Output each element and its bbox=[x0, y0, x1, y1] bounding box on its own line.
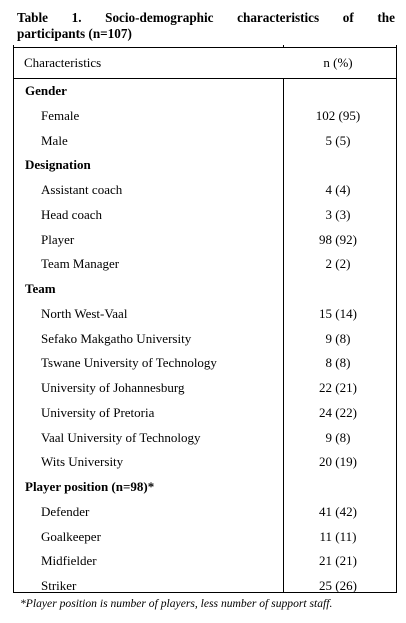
table-row bbox=[14, 302, 396, 327]
row-value: 9 (8) bbox=[325, 429, 351, 445]
table-footnote: *Player position is number of players, less number of support staff. bbox=[20, 597, 333, 610]
row-label: Player bbox=[41, 231, 75, 247]
table-row bbox=[14, 129, 396, 154]
row-label: Midfielder bbox=[41, 553, 97, 569]
row-label: University of Johannesburg bbox=[41, 380, 185, 395]
row-value: 22 (21) bbox=[319, 380, 357, 395]
row-label: North West-Vaal bbox=[41, 305, 128, 321]
table-row bbox=[14, 178, 396, 203]
header-characteristics: Characteristics bbox=[24, 55, 102, 70]
table-row bbox=[14, 549, 396, 574]
row-label: Head coach bbox=[41, 206, 102, 222]
table-row bbox=[14, 327, 396, 352]
data-table bbox=[13, 45, 397, 593]
row-value: 20 (19) bbox=[319, 454, 357, 470]
caption-word: Table bbox=[17, 10, 49, 25]
caption-word: characteristics bbox=[237, 10, 320, 25]
section-row bbox=[14, 277, 396, 302]
table-row bbox=[14, 351, 396, 376]
row-value: 41 (42) bbox=[319, 503, 357, 519]
row-label: Tswane University of Technology bbox=[41, 355, 217, 371]
row-value: 102 (95) bbox=[315, 107, 361, 123]
caption-line-1 bbox=[17, 10, 395, 26]
caption-word: the bbox=[377, 10, 395, 25]
table-row bbox=[14, 228, 396, 253]
row-value: 4 (4) bbox=[325, 182, 351, 197]
section-row bbox=[14, 153, 396, 178]
table-row bbox=[14, 252, 396, 277]
table-caption bbox=[17, 10, 395, 42]
row-value: 5 (5) bbox=[325, 132, 351, 148]
caption-line-2: participants (n=107) bbox=[17, 26, 132, 41]
row-value: 98 (92) bbox=[319, 231, 357, 247]
caption-word: Socio-demographic bbox=[105, 10, 214, 25]
row-label: Wits University bbox=[41, 454, 124, 470]
section-row bbox=[14, 475, 396, 500]
section-label: Gender bbox=[25, 83, 67, 98]
row-value: 21 (21) bbox=[319, 553, 357, 569]
row-label: Assistant coach bbox=[41, 182, 123, 197]
row-value: 8 (8) bbox=[325, 355, 351, 371]
row-label: Striker bbox=[41, 578, 77, 593]
row-value: 24 (22) bbox=[319, 404, 357, 420]
section-row bbox=[14, 79, 396, 104]
table-row bbox=[14, 203, 396, 228]
row-label: Defender bbox=[41, 503, 90, 519]
row-label: Vaal University of Technology bbox=[41, 429, 201, 445]
row-label: Goalkeeper bbox=[41, 528, 101, 544]
caption-word: 1. bbox=[71, 10, 82, 25]
section-label: Player position (n=98)* bbox=[25, 479, 155, 494]
row-value: 2 (2) bbox=[325, 256, 351, 272]
row-value: 25 (26) bbox=[319, 578, 357, 593]
table-row bbox=[14, 376, 396, 401]
row-label: Female bbox=[41, 107, 80, 123]
row-value: 15 (14) bbox=[319, 305, 357, 321]
row-label: Team Manager bbox=[41, 256, 120, 272]
table-row bbox=[14, 426, 396, 451]
caption-word: of bbox=[342, 10, 354, 25]
table-row bbox=[14, 104, 396, 129]
row-value: 9 (8) bbox=[325, 330, 351, 346]
table-header-row bbox=[14, 47, 396, 79]
table-bottom-rule bbox=[14, 592, 396, 593]
header-n-percent: n (%) bbox=[323, 55, 353, 70]
table-body bbox=[14, 79, 396, 599]
table-row bbox=[14, 525, 396, 550]
row-label: University of Pretoria bbox=[41, 404, 155, 420]
row-label: Male bbox=[41, 132, 68, 148]
section-label: Designation bbox=[25, 157, 91, 173]
section-label: Team bbox=[25, 281, 56, 296]
row-value: 11 (11) bbox=[319, 528, 357, 544]
table-row bbox=[14, 401, 396, 426]
table-row bbox=[14, 450, 396, 475]
row-value: 3 (3) bbox=[325, 206, 351, 222]
row-label: Sefako Makgatho University bbox=[41, 330, 192, 346]
table-row bbox=[14, 500, 396, 525]
